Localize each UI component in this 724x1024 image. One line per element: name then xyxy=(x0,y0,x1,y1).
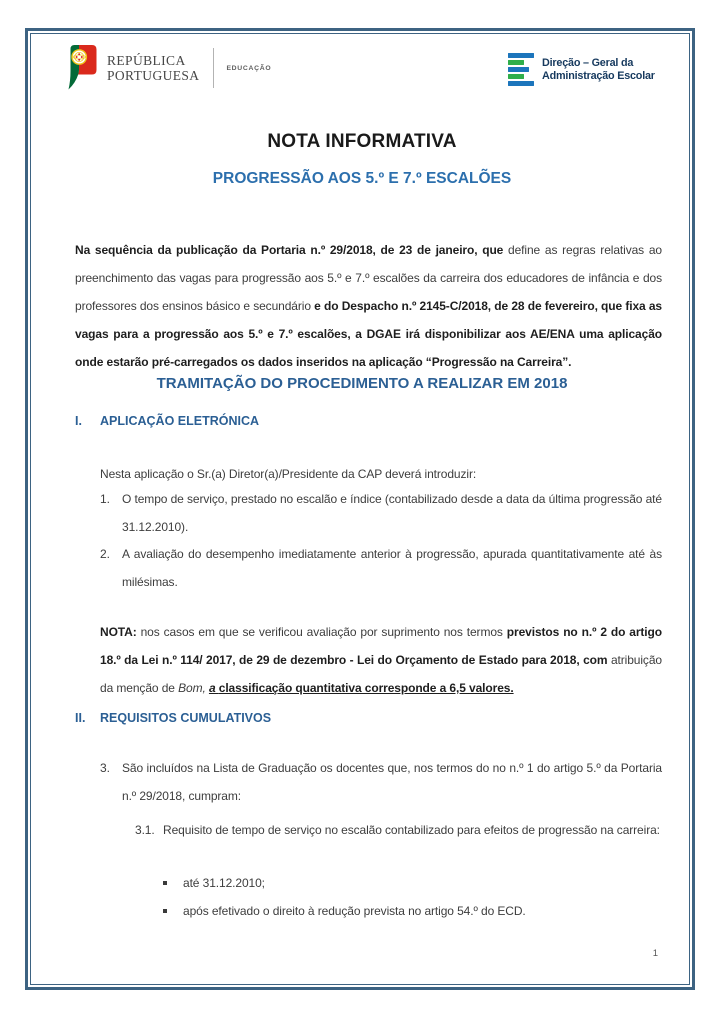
page-number: 1 xyxy=(652,948,658,959)
item31-marker: 3.1. xyxy=(135,823,155,837)
bullet-item-2 xyxy=(163,897,526,925)
text-run: previstos no n.º 2 do artigo 18.º da Lei n.º 114/ 2017, de 29 de dezembro - Lei do Orçamento de Estado para 2018, com xyxy=(100,625,662,667)
item1-text: O tempo de serviço, prestado no escalão e índice (contabilizado desde a data da última progressão até 31.12.2010). xyxy=(122,492,662,534)
square-bullet-icon xyxy=(163,881,167,885)
numbered-item-2 xyxy=(100,540,662,596)
text-run: classificação quantitativa corresponde a 6,5 valores. xyxy=(218,681,514,695)
section2-title: REQUISITOS CUMULATIVOS xyxy=(100,711,272,725)
item2-marker: 2. xyxy=(100,547,110,561)
section1-intro: Nesta aplicação o Sr.(a) Diretor(a)/Presidente da CAP deverá introduzir: xyxy=(100,467,477,481)
text-run: NOTA: xyxy=(100,625,137,639)
text-run: Na sequência da publicação da Portaria n.º 29/2018, de 23 de janeiro, que xyxy=(75,243,509,257)
header-divider xyxy=(213,48,214,88)
bullet1-text: até 31.12.2010; xyxy=(183,876,265,890)
item31-text: Requisito de tempo de serviço no escalão contabilizado para efeitos de progressão na carreira: xyxy=(163,823,660,837)
dgae-wordmark-line1: Direção – Geral da xyxy=(542,56,634,69)
item2-text: A avaliação do desempenho imediatamente anterior à progressão, apurada quantitativamente até às milésimas. xyxy=(122,547,662,589)
dgae-wordmark-line2: Administração Escolar xyxy=(542,69,655,82)
item3-text: São incluídos na Lista de Graduação os docentes que, nos termos do no n.º 1 do artigo 5.º da Portaria n.º 29/2018, cumpram: xyxy=(122,761,662,803)
dgae-logo-icon xyxy=(508,53,534,86)
text-run: Bom, xyxy=(178,681,206,695)
square-bullet-icon xyxy=(163,909,167,913)
republic-wordmark-line2: PORTUGUESA xyxy=(107,68,200,83)
portugal-coat-of-arms-icon xyxy=(68,44,98,92)
nota-paragraph xyxy=(100,618,662,702)
bullet2-text: após efetivado o direito à redução prevista no artigo 54.º do ECD. xyxy=(183,904,526,918)
item3-marker: 3. xyxy=(100,761,110,775)
dgae-logo xyxy=(508,53,655,86)
republic-logo xyxy=(68,44,271,92)
text-run: define as regras relativas ao preenchimento das vagas para progressão aos 5.º e 7.º escalões da carreira dos educadores de infância e dos professores dos ensinos básico e secundário xyxy=(75,243,662,313)
text-run: atribuição da menção de xyxy=(100,653,662,695)
section1-heading xyxy=(75,414,259,428)
numbered-item-1 xyxy=(100,485,662,541)
document-subtitle: PROGRESSÃO AOS 5.º E 7.º ESCALÕES xyxy=(212,170,512,187)
ministry-label: EDUCAÇÃO xyxy=(226,64,272,72)
numbered-item-3-1 xyxy=(135,816,663,844)
section2-numeral: II. xyxy=(75,711,86,725)
numbered-item-3 xyxy=(100,754,662,810)
bullet-item-1 xyxy=(163,869,265,897)
republic-wordmark xyxy=(107,53,199,84)
item1-marker: 1. xyxy=(100,492,110,506)
text-run: nos casos em que se verificou avaliação por suprimento nos termos xyxy=(136,625,507,639)
section1-title: APLICAÇÃO ELETRÓNICA xyxy=(100,414,260,428)
text-run: e do Despacho n.º 2145-C/2018, de 28 de fevereiro, que fixa as vagas para a progressão aos 5.º e 7.º escalões, a DGAE irá disponibilizar aos AE/ENA uma aplicação onde estarão pré-carregados os dados inseridos na aplicação “Progressão na Carreira”. xyxy=(75,299,663,369)
procedure-heading: TRAMITAÇÃO DO PROCEDIMENTO A REALIZAR EM 2018 xyxy=(156,375,568,392)
section2-heading xyxy=(75,711,271,725)
document-title: NOTA INFORMATIVA xyxy=(267,131,457,152)
dgae-wordmark xyxy=(542,57,655,83)
intro-paragraph xyxy=(75,236,662,376)
republic-wordmark-line1: REPÚBLICA xyxy=(107,52,186,68)
text-run: a xyxy=(208,681,219,695)
section1-numeral: I. xyxy=(75,414,82,428)
